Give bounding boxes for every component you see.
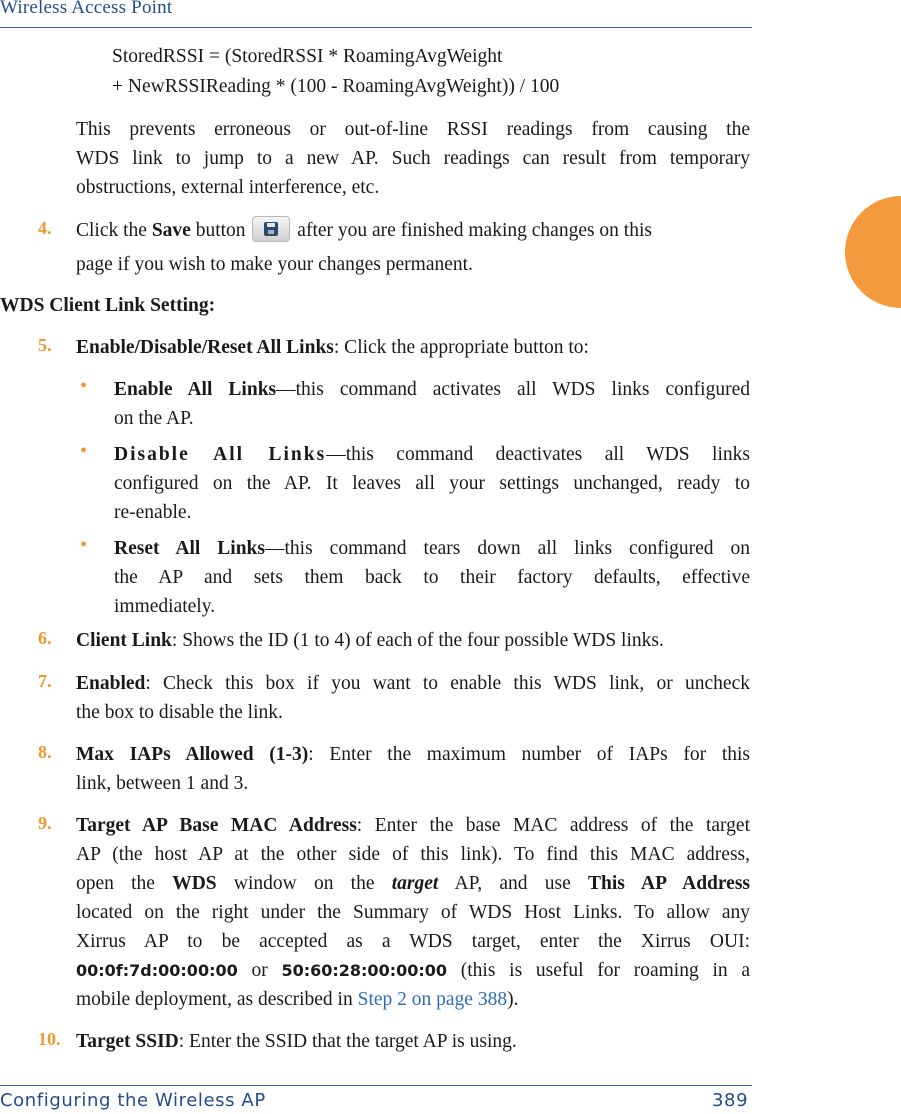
- step-7-line-2: the box to disable the link.: [76, 702, 283, 723]
- page-number: 389: [712, 1090, 749, 1111]
- step-5-line: Enable/Disable/Reset All Links: Click the appropriate button to:: [76, 337, 589, 358]
- header-rule: [0, 27, 752, 28]
- section-heading: WDS Client Link Setting:: [0, 295, 216, 316]
- bullet: •: [80, 440, 88, 462]
- step-2-link[interactable]: Step 2 on page 388: [357, 989, 508, 1010]
- step-number: 8.: [38, 742, 52, 762]
- bullet-1-line: Enable All Links—this command activates all WDS links configured: [114, 379, 750, 400]
- step-8-line: Max IAPs Allowed (1-3): Enter the maximum number of IAPs for this: [76, 744, 750, 765]
- bullet-2-line: Disable All Links—this command deactivates all WDS links: [114, 444, 750, 465]
- step-number: 9.: [38, 813, 52, 833]
- paragraph-line: This prevents erroneous or out-of-line RSSI readings from causing the: [76, 119, 750, 140]
- bullet: •: [80, 534, 88, 556]
- formula-line-1: StoredRSSI = (StoredRSSI * RoamingAvgWeight: [112, 46, 503, 67]
- footer-section-title: Configuring the Wireless AP: [0, 1090, 266, 1111]
- bullet: •: [80, 375, 88, 397]
- paragraph-line: WDS link to jump to a new AP. Such readings can result from temporary: [76, 148, 750, 169]
- step-number: 10.: [38, 1029, 61, 1049]
- bullet-3-line-2: the AP and sets them back to their factory defaults, effective: [114, 567, 750, 588]
- step-9-line-2: AP (the host AP at the other side of this link). To find this MAC address,: [76, 844, 750, 865]
- step-number: 6.: [38, 628, 52, 648]
- step-9-line-5: Xirrus AP to be accepted as a WDS target, enter the Xirrus OUI:: [76, 931, 750, 952]
- step-9-line-7: mobile deployment, as described in Step 2 on page 388).: [76, 989, 519, 1010]
- footer-rule: [0, 1085, 752, 1086]
- bullet-2-line-3: re-enable.: [114, 502, 192, 523]
- step-7-line: Enabled: Check this box if you want to enable this WDS link, or uncheck: [76, 673, 750, 694]
- bullet-3-line: Reset All Links—this command tears down all links configured on: [114, 538, 750, 559]
- formula-line-2: + NewRSSIReading * (100 - RoamingAvgWeight)) / 100: [112, 76, 560, 97]
- step-9-line-6: 00:0f:7d:00:00:00 or 50:60:28:00:00:00 (this is useful for roaming in a: [76, 960, 750, 981]
- step-number: 7.: [38, 671, 52, 691]
- step-9-line-3: open the WDS window on the target AP, and use This AP Address: [76, 873, 751, 894]
- paragraph-line: obstructions, external interference, etc.: [76, 177, 380, 198]
- step-8-line-2: link, between 1 and 3.: [76, 773, 249, 794]
- bullet-2-line-2: configured on the AP. It leaves all your settings unchanged, ready to: [114, 473, 750, 494]
- step-6-line: Client Link: Shows the ID (1 to 4) of each of the four possible WDS links.: [76, 630, 664, 651]
- step-10-line: Target SSID: Enter the SSID that the target AP is using.: [76, 1031, 517, 1052]
- bullet-3-line-3: immediately.: [114, 596, 216, 617]
- step-4-line-2: page if you wish to make your changes permanent.: [76, 254, 473, 275]
- step-number: 5.: [38, 335, 52, 355]
- save-button-icon: [252, 216, 290, 242]
- step-9-line: Target AP Base MAC Address: Enter the base MAC address of the target: [76, 815, 750, 836]
- step-4-line: Click the Save button after you are finished making changes on this: [76, 216, 652, 245]
- step-number: 4.: [38, 218, 52, 238]
- step-9-line-4: located on the right under the Summary of WDS Host Links. To allow any: [76, 902, 750, 923]
- running-header: Wireless Access Point: [0, 0, 173, 18]
- chapter-tab: [845, 196, 901, 308]
- bullet-1-line-2: on the AP.: [114, 408, 194, 429]
